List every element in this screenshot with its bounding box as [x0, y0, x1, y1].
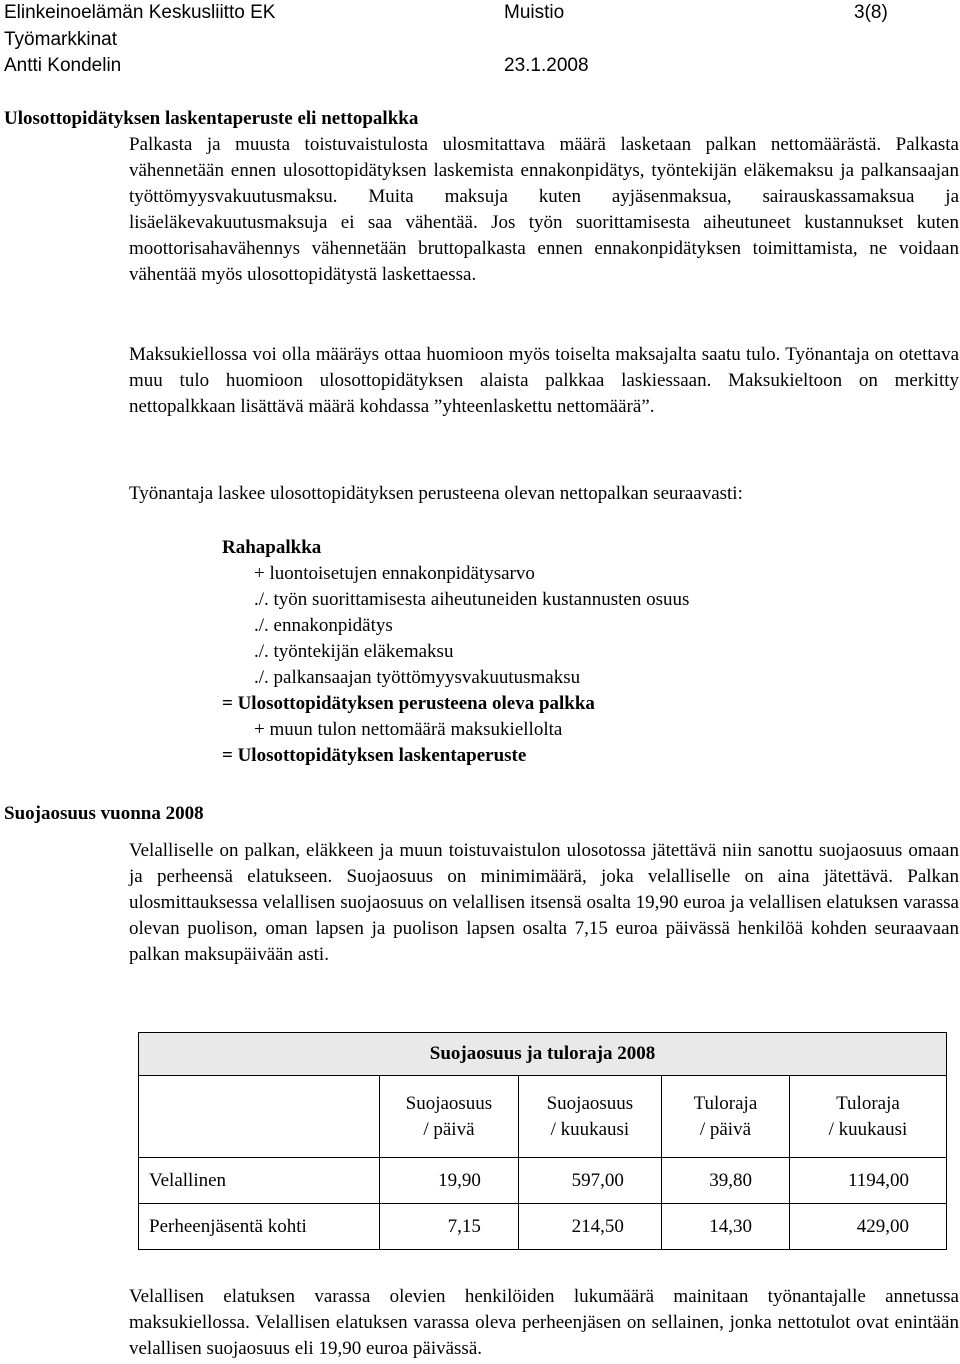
protected-portion-table	[138, 1032, 947, 1250]
table-col-header: Tuloraja / kuukausi	[789, 1076, 946, 1158]
table-row	[139, 1204, 947, 1250]
table-cell: 14,30	[661, 1204, 789, 1250]
table-row	[139, 1158, 947, 1204]
table-row-label: Perheenjäsentä kohti	[139, 1204, 380, 1250]
paragraph-calc-intro: Työnantaja laskee ulosottopidätyksen perusteena olevan nettopalkan seuraavasti:	[129, 483, 743, 504]
table-cell: 7,15	[380, 1204, 519, 1250]
table-title: Suojaosuus ja tuloraja 2008	[139, 1033, 947, 1076]
calculation-block	[222, 535, 689, 769]
doc-type: Muistio	[504, 2, 565, 23]
calc-sub-withholding: ./. ennakonpidätys	[254, 615, 393, 636]
calc-sub-unemployment: ./. palkansaajan työttömyysvakuutusmaksu	[254, 667, 581, 688]
paragraph-net-pay-intro: Palkasta ja muusta toistuvaistulosta ulosmitattava määrä lasketaan palkan nettomäärästä. Palkasta vähennetään ennen ulosottopidätyksen laskemista ennakonpidätys, työntekijän eläkemaksu ja palkansaajan työttömyysvakuutusmaksu. Muita maksuja kuten ayjäsenmaksua, sairauskassamaksua ja lisäeläkevakuutusmaksuja ei saa vähentää. Jos työn suorittamisesta aiheutuneet kustannukset kuten moottorisahavähennys vähennetään bruttopalkasta ennen ennakonpidätyksen toimittamista, ne voidaan vähentää myös ulosottopidätystä laskettaessa.	[129, 134, 959, 285]
paragraph-protected-portion: Velalliselle on palkan, eläkkeen ja muun toistuvaistulon ulosotossa jätettävä niin sanottu suojaosuus omaan ja perheensä elatukseen. Suojaosuus on minimimäärä, joka velalliselle on aina jätettävä. Palkan ulosmittauksessa velallisen suojaosuus on velallisen itsensä osalta 19,90 euroa ja velallisen elatuksen varassa olevan puolison, oman lapsen ja puolison lapsen osalta 7,15 euroa päivässä henkilöä kohden seuraavaan palkan maksupäivään asti.	[129, 840, 959, 965]
section-heading-net-pay: Ulosottopidätyksen laskentaperuste eli nettopalkka	[4, 108, 419, 129]
calc-sub-costs: ./. työn suorittamisesta aiheutuneiden kustannusten osuus	[254, 589, 690, 610]
section-heading-protected-portion: Suojaosuus vuonna 2008	[4, 803, 204, 824]
table-cell: 429,00	[789, 1204, 946, 1250]
paragraph-payment-ban: Maksukiellossa voi olla määräys ottaa huomioon myös toiselta maksajalta saatu tulo. Työnantaja on otettava muu tulo huomioon ulosottopidätyksen alaista palkkaa laskiessaan. Maksukieltoon on merkitty nettopalkkaan lisättävä määrä kohdassa ”yhteenlaskettu nettomäärä”.	[129, 344, 959, 417]
calc-result-wage: = Ulosottopidätyksen perusteena oleva palkka	[222, 693, 595, 714]
table-cell: 597,00	[518, 1158, 661, 1204]
table-header-row	[139, 1076, 947, 1158]
table-cell: 214,50	[518, 1204, 661, 1250]
table-col-header: Tuloraja / päivä	[661, 1076, 789, 1158]
paragraph-dependents: Velallisen elatuksen varassa olevien henkilöiden lukumäärä mainitaan työnantajalle annetussa maksukiellossa. Velallisen elatuksen varassa oleva perheenjäsen on sellainen, jonka nettotulot ovat enintään velallisen suojaosuus eli 19,90 euroa päivässä.	[129, 1286, 959, 1359]
unit-name: Työmarkkinat	[4, 29, 117, 50]
calc-add-other-income: + muun tulon nettomäärä maksukiellolta	[254, 719, 563, 740]
table-header-empty	[139, 1076, 380, 1158]
calc-result-basis: = Ulosottopidätyksen laskentaperuste	[222, 745, 527, 766]
table-row-label: Velallinen	[139, 1158, 380, 1204]
org-name: Elinkeinoelämän Keskusliitto EK	[4, 2, 276, 23]
calc-base: Rahapalkka	[222, 537, 322, 558]
table-col-header: Suojaosuus / kuukausi	[518, 1076, 661, 1158]
document-date: 23.1.2008	[504, 55, 589, 76]
author-name: Antti Kondelin	[4, 55, 122, 76]
calc-add-benefits: + luontoisetujen ennakonpidätysarvo	[254, 563, 535, 584]
table-cell: 1194,00	[789, 1158, 946, 1204]
table-cell: 39,80	[661, 1158, 789, 1204]
page-number: 3(8)	[854, 2, 888, 23]
table-cell: 19,90	[380, 1158, 519, 1204]
table-col-header: Suojaosuus / päivä	[380, 1076, 519, 1158]
calc-sub-pension: ./. työntekijän eläkemaksu	[254, 641, 454, 662]
